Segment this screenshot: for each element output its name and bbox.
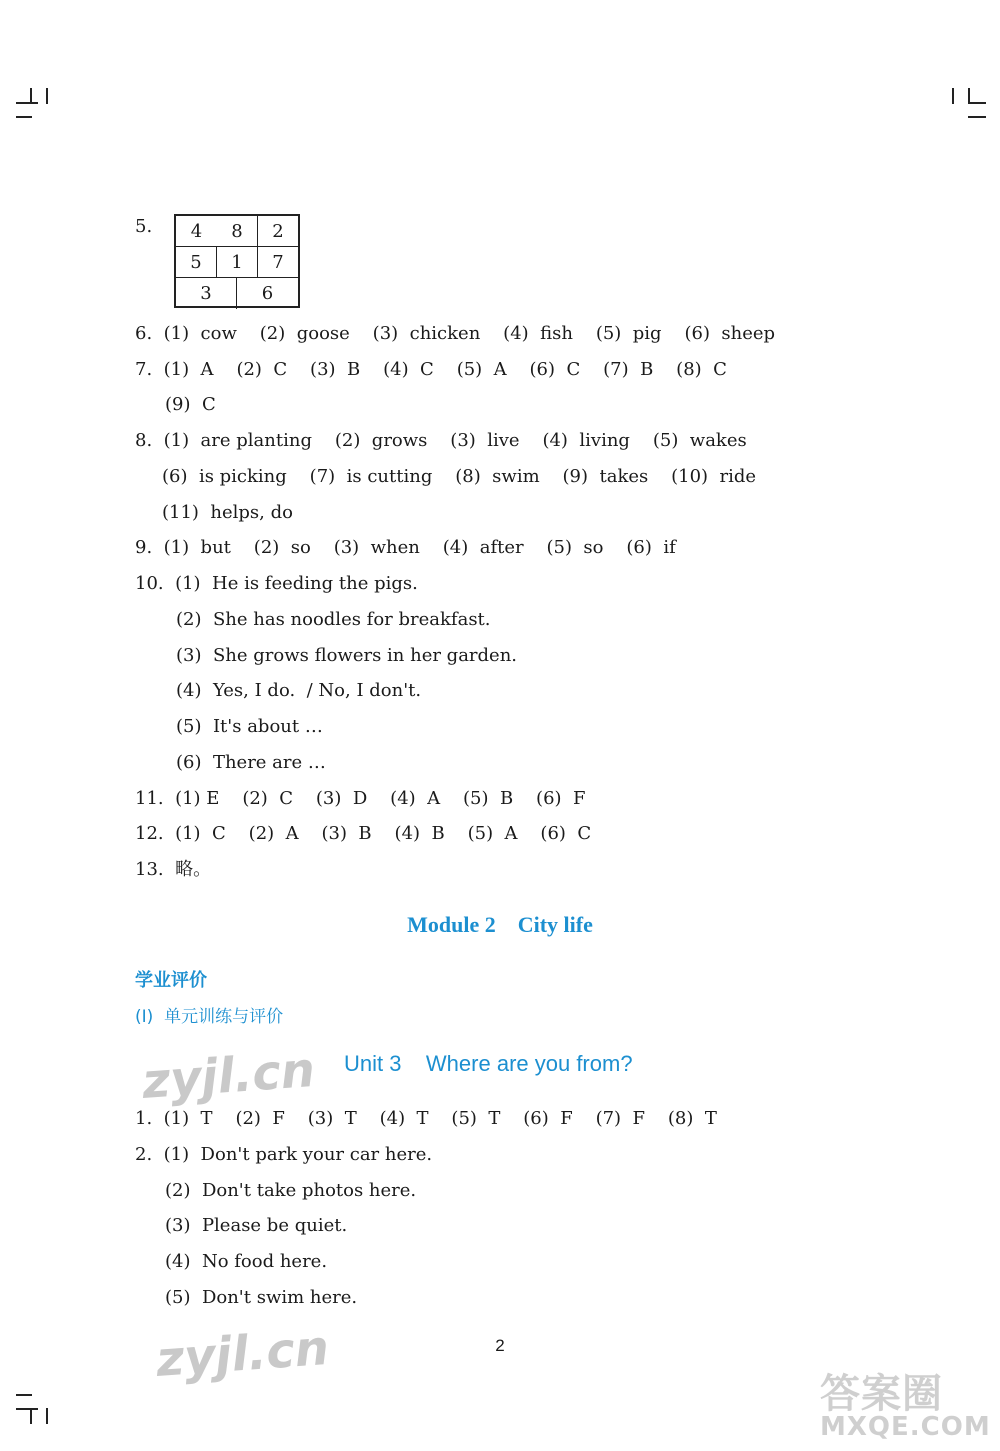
answer-line-q8-cont2: (11) helps, do [162, 502, 293, 523]
crop-mark-top-left-v [30, 88, 32, 104]
answer-line-u3-q1: 1. (1) T (2) F (3) T (4) T (5) T (6) F (7) F (8) T [135, 1108, 717, 1129]
grid-cell: 1 [217, 247, 258, 277]
answer-line-q10-3: (3) She grows flowers in her garden. [176, 645, 518, 666]
answer-line-q10-4: (4) Yes, I do. / No, I don't. [176, 680, 422, 701]
answer-line-q10-5: (5) It's about … [176, 716, 323, 737]
answer-line-q13: 13. 略。 [135, 859, 212, 880]
crop-mark-top-left-h2 [16, 116, 32, 118]
grid-row-3 [176, 278, 298, 309]
crop-mark-top-left-v2 [46, 88, 48, 104]
subsection-heading: (Ⅰ) 单元训练与评价 [135, 1007, 284, 1027]
answer-line-q8-cont: (6) is picking (7) is cutting (8) swim (9) takes (10) ride [162, 466, 757, 487]
grid-cell: 2 [272, 221, 284, 242]
grid-cell: 6 [261, 283, 274, 304]
crop-mark-bottom-left-v [30, 1408, 32, 1424]
grid-cell: 5 [176, 247, 217, 277]
page-number: 2 [495, 1336, 505, 1355]
answer-line-u3-q2-4: (4) No food here. [165, 1251, 328, 1272]
grid-row-2 [176, 247, 298, 278]
section-heading: 学业评价 [135, 970, 207, 991]
crop-mark-bottom-left-v2 [46, 1408, 48, 1424]
grid-cell: 7 [272, 252, 284, 273]
answer-line-q12: 12. (1) C (2) A (3) B (4) B (5) A (6) C [135, 823, 592, 844]
grid-cell: 4 [190, 221, 203, 242]
grid-cell: 8 [217, 216, 258, 246]
answer-line-q7: 7. (1) A (2) C (3) B (4) C (5) A (6) C (7) B (8) C [135, 359, 727, 380]
module-title: Module 2 City life [407, 912, 593, 937]
q5-label: 5. [135, 216, 153, 237]
answer-line-q7-cont: (9) C [165, 394, 216, 415]
crop-mark-top-right-h [968, 102, 986, 104]
answer-line-u3-q2-3: (3) Please be quiet. [165, 1215, 348, 1236]
answer-line-q8: 8. (1) are planting (2) grows (3) live (4) living (5) wakes [135, 430, 747, 451]
watermark-site-logo: 答案圈 [820, 1371, 943, 1417]
number-grid [174, 214, 300, 308]
crop-mark-top-left-h [16, 102, 38, 104]
grid-cell: 3 [176, 278, 237, 309]
unit-title: Unit 3 Where are you from? [344, 1051, 633, 1076]
watermark-site-url: MXQE.COM [820, 1412, 991, 1442]
answer-line-u3-q2-5: (5) Don't swim here. [165, 1287, 358, 1308]
answer-line-q6: 6. (1) cow (2) goose (3) chicken (4) fish (5) pig (6) sheep [135, 323, 776, 344]
crop-mark-top-right-v [952, 88, 954, 104]
watermark-logo: zyjl.cn [140, 1042, 317, 1110]
answer-line-q10-2: (2) She has noodles for breakfast. [176, 609, 491, 630]
crop-mark-top-right-h2 [968, 116, 986, 118]
crop-mark-bottom-left-h [16, 1394, 32, 1396]
crop-mark-bottom-left-h2 [16, 1408, 38, 1410]
watermark-logo: zyjl.cn [154, 1320, 331, 1388]
answer-line-q11: 11. (1) E (2) C (3) D (4) A (5) B (6) F [135, 788, 586, 809]
answer-line-q10-1: 10. (1) He is feeding the pigs. [135, 573, 418, 594]
grid-row-1 [176, 216, 298, 247]
answer-line-q9: 9. (1) but (2) so (3) when (4) after (5) so (6) if [135, 537, 676, 558]
answer-line-u3-q2-2: (2) Don't take photos here. [165, 1180, 417, 1201]
answer-line-q10-6: (6) There are … [176, 752, 326, 773]
answer-line-u3-q2-1: 2. (1) Don't park your car here. [135, 1144, 433, 1165]
